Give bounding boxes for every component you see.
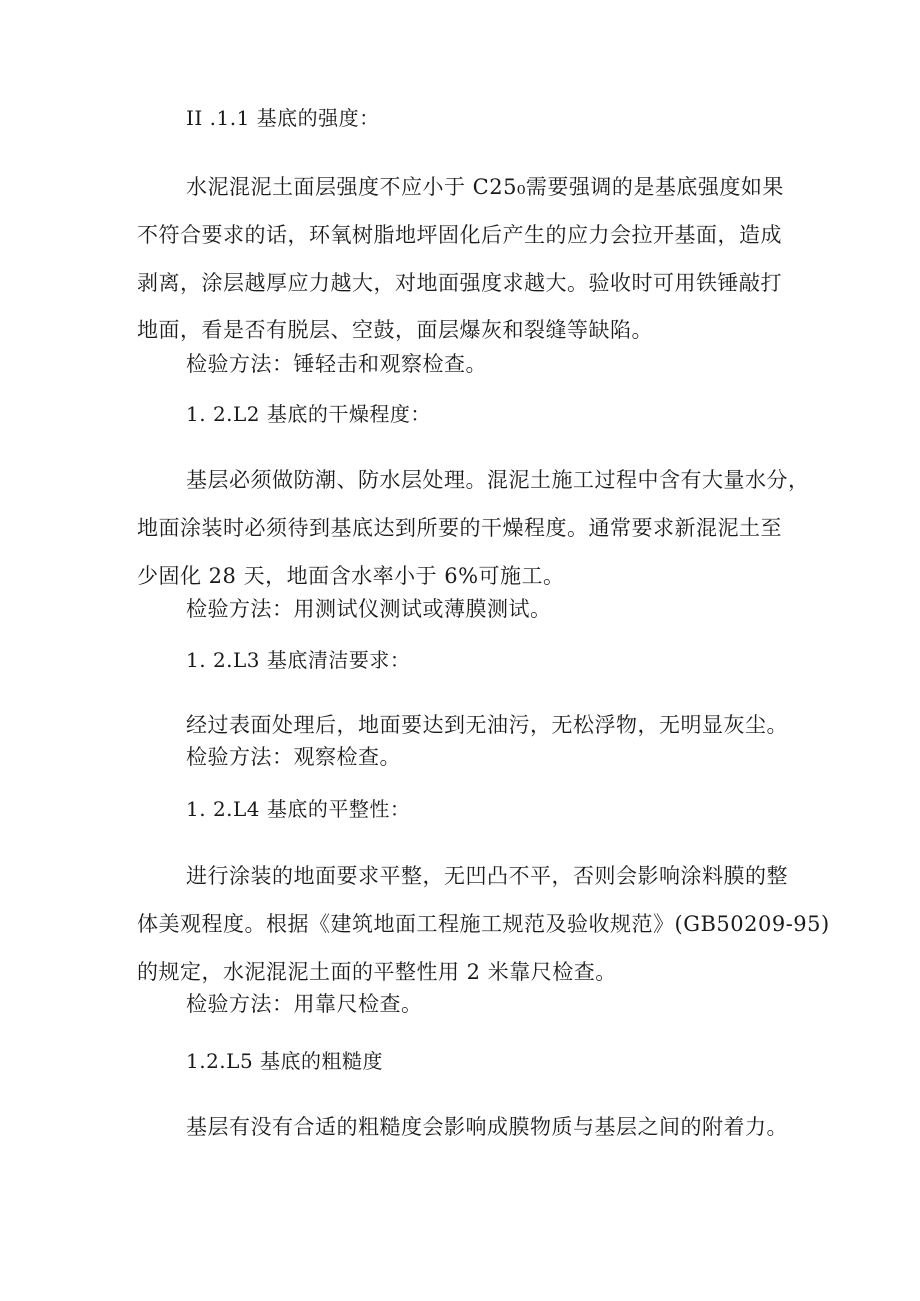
paragraph-line: 地面，看是否有脱层、空鼓，面层爆灰和裂缝等缺陷。 [137,318,653,342]
inspection-method: 检验方法：用测试仪测试或薄膜测试。 [186,597,552,621]
paragraph-line: 水泥混泥土面层强度不应小于 C25₀需要强调的是基底强度如果 [186,175,784,199]
section-heading: 1. 2.L3 基底清洁要求： [186,648,411,672]
section-heading: II .1.1 基底的强度： [186,106,380,130]
section-heading: 1. 2.L2 基底的干燥程度： [186,402,431,426]
paragraph-line: 少固化 28 天，地面含水率小于 6%可施工。 [137,564,565,588]
paragraph-line: 进行涂装的地面要求平整，无凹凸不平，否则会影响涂料膜的整 [186,864,788,888]
section-heading: 1.2.L5 基底的粗糙度 [186,1049,384,1073]
section-heading: 1. 2.L4 基底的平整性： [186,797,411,821]
paragraph-line: 地面涂装时必须待到基底达到所要的干燥程度。通常要求新混泥土至 [137,516,782,540]
inspection-method: 检验方法：锤轻击和观察检查。 [186,352,487,376]
paragraph-line: 的规定，水泥混泥土面的平整性用 2 米靠尺检查。 [137,960,617,984]
inspection-method: 检验方法：用靠尺检查。 [186,992,423,1016]
paragraph-line: 体美观程度。根据《建筑地面工程施工规范及验收规范》(GB50209-95) [137,912,830,936]
paragraph-line: 基层必须做防潮、防水层处理。混泥土施工过程中含有大量水分， [186,468,810,492]
paragraph-line: 基层有没有合适的粗糙度会影响成膜物质与基层之间的附着力。 [186,1115,788,1139]
paragraph-line: 剥离，涂层越厚应力越大，对地面强度求越大。验收时可用铁锤敲打 [137,271,782,295]
inspection-method: 检验方法：观察检查。 [186,745,401,769]
paragraph-line: 经过表面处理后，地面要达到无油污，无松浮物，无明显灰尘。 [186,713,788,737]
paragraph-line: 不符合要求的话，环氧树脂地坪固化后产生的应力会拉开基面，造成 [137,223,782,247]
